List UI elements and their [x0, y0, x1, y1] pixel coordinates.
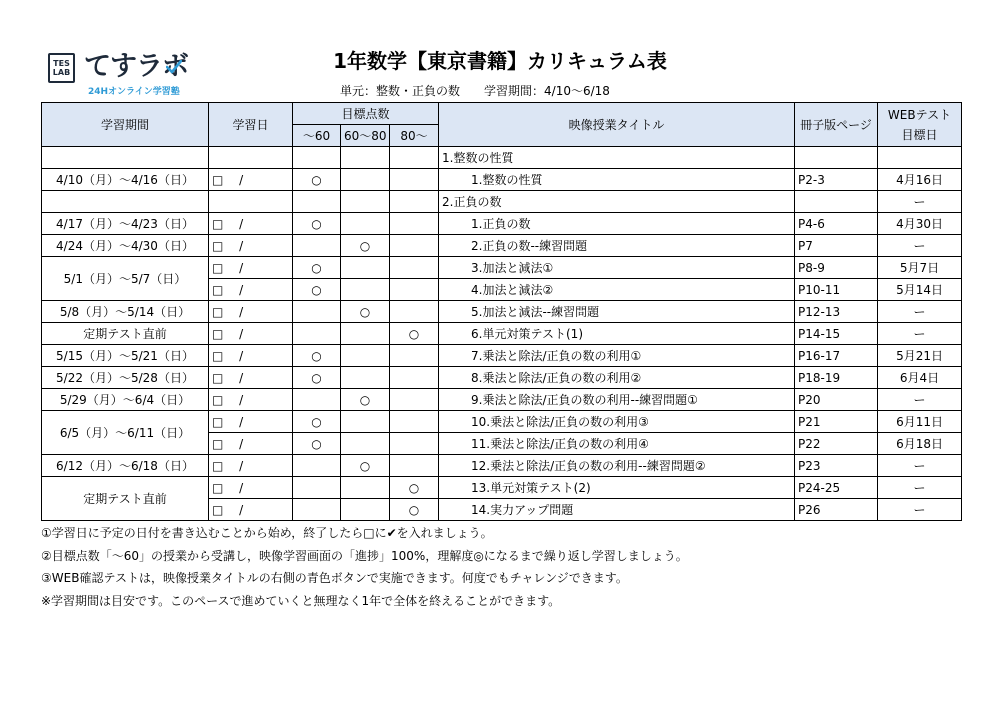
video-title-cell: 4.加法と減法② [439, 279, 795, 301]
page-cell: P24-25 [795, 477, 878, 499]
target-80-cell [390, 433, 439, 455]
target-80-cell [390, 191, 439, 213]
target-60-cell: ○ [293, 169, 341, 191]
table-row [42, 257, 962, 279]
video-title-cell: 2.正負の数 [439, 191, 795, 213]
target-80-cell [390, 301, 439, 323]
table-row [42, 213, 962, 235]
study-day-checkbox[interactable]: □ / [209, 477, 293, 499]
video-title-cell: 8.乗法と除法/正負の数の利用② [439, 367, 795, 389]
period-cell [42, 147, 209, 169]
period-cell: 6/12（月）〜6/18（日） [42, 455, 209, 477]
study-day-checkbox[interactable]: □ / [209, 257, 293, 279]
target-80-cell [390, 411, 439, 433]
video-title-cell: 13.単元対策テスト(2) [439, 477, 795, 499]
curriculum-table [41, 102, 962, 521]
header-target-80: 80〜 [390, 125, 439, 147]
web-test-date-cell: 6月18日 [878, 433, 962, 455]
target-60-80-cell [341, 213, 390, 235]
page-cell: P7 [795, 235, 878, 257]
target-60-cell [293, 499, 341, 521]
note-2: ②目標点数「〜60」の授業から受講し，映像学習画面の「進捗」100%，理解度◎になるまで繰り返し学習しましょう。 [41, 548, 688, 563]
period-label: 学習期間：4/10〜6/18 [484, 84, 610, 98]
web-test-date-cell: 4月16日 [878, 169, 962, 191]
study-day-checkbox[interactable]: □ / [209, 455, 293, 477]
curriculum-body [42, 147, 962, 521]
video-title-cell: 10.乗法と除法/正負の数の利用③ [439, 411, 795, 433]
target-60-80-cell: ○ [341, 455, 390, 477]
study-day-checkbox[interactable]: □ / [209, 367, 293, 389]
logo-box: TES LAB [48, 53, 75, 83]
header-study-day: 学習日 [209, 103, 293, 147]
study-day-checkbox[interactable]: □ / [209, 235, 293, 257]
target-80-cell [390, 147, 439, 169]
period-cell: 4/17（月）〜4/23（日） [42, 213, 209, 235]
page-cell: P12-13 [795, 301, 878, 323]
target-80-cell [390, 389, 439, 411]
target-60-80-cell [341, 433, 390, 455]
page-cell: P18-19 [795, 367, 878, 389]
header-video-title: 映像授業タイトル [439, 103, 795, 147]
page-cell: P8-9 [795, 257, 878, 279]
table-row [42, 323, 962, 345]
notes [41, 522, 688, 612]
study-day-checkbox[interactable]: □ / [209, 345, 293, 367]
web-test-date-cell: 5月14日 [878, 279, 962, 301]
web-test-date-cell [878, 147, 962, 169]
period-cell: 4/10（月）〜4/16（日） [42, 169, 209, 191]
table-row [42, 389, 962, 411]
target-60-cell: ○ [293, 279, 341, 301]
target-80-cell: ○ [390, 499, 439, 521]
web-test-date-cell: ー [878, 301, 962, 323]
target-60-cell [293, 235, 341, 257]
header-page: 冊子版ページ [795, 103, 878, 147]
note-4: ※学習期間は目安です。このペースで進めていくと無理なく1年で全体を終えることができます。 [41, 593, 561, 608]
web-test-date-cell: 5月7日 [878, 257, 962, 279]
video-title-cell: 1.整数の性質 [439, 147, 795, 169]
note-3: ③WEB確認テストは，映像授業タイトルの右側の青色ボタンで実施できます。何度でもチャレンジできます。 [41, 571, 628, 585]
target-60-cell [293, 455, 341, 477]
page-cell: P4-6 [795, 213, 878, 235]
web-test-date-cell: ー [878, 389, 962, 411]
web-test-date-cell: ー [878, 455, 962, 477]
study-day-checkbox[interactable]: □ / [209, 323, 293, 345]
study-day-checkbox[interactable]: □ / [209, 389, 293, 411]
period-cell: 5/15（月）〜5/21（日） [42, 345, 209, 367]
page-cell [795, 147, 878, 169]
target-60-80-cell: ○ [341, 389, 390, 411]
target-60-80-cell [341, 499, 390, 521]
web-test-date-cell: ー [878, 235, 962, 257]
target-80-cell [390, 213, 439, 235]
target-60-cell [293, 191, 341, 213]
table-row [42, 169, 962, 191]
study-day-checkbox[interactable]: □ / [209, 433, 293, 455]
unit-label: 単元：整数・正負の数 [340, 84, 461, 98]
video-title-cell: 3.加法と減法① [439, 257, 795, 279]
page-cell: P23 [795, 455, 878, 477]
target-60-cell [293, 301, 341, 323]
header-target: 目標点数 [293, 103, 439, 125]
video-title-cell: 2.正負の数--練習問題 [439, 235, 795, 257]
study-day-checkbox[interactable]: □ / [209, 301, 293, 323]
period-cell: 5/29（月）〜6/4（日） [42, 389, 209, 411]
page-cell: P2-3 [795, 169, 878, 191]
target-60-cell [293, 389, 341, 411]
period-cell: 定期テスト直前 [42, 323, 209, 345]
study-day-checkbox[interactable]: □ / [209, 169, 293, 191]
page-cell: P14-15 [795, 323, 878, 345]
study-day-checkbox[interactable] [209, 147, 293, 169]
target-60-80-cell [341, 191, 390, 213]
video-title-cell: 1.正負の数 [439, 213, 795, 235]
header-web-line2: 目標日 [901, 127, 938, 142]
page-cell: P26 [795, 499, 878, 521]
video-title-cell: 1.整数の性質 [439, 169, 795, 191]
period-cell: 5/1（月）〜5/7（日） [42, 257, 209, 301]
period-cell: 6/5（月）〜6/11（日） [42, 411, 209, 455]
target-60-cell: ○ [293, 367, 341, 389]
target-80-cell: ○ [390, 323, 439, 345]
page-cell: P21 [795, 411, 878, 433]
table-row [42, 477, 962, 499]
period-cell: 4/24（月）〜4/30（日） [42, 235, 209, 257]
table-row [42, 191, 962, 213]
page-cell: P20 [795, 389, 878, 411]
target-80-cell [390, 257, 439, 279]
page-cell: P22 [795, 433, 878, 455]
page-title: 1年数学【東京書籍】カリキュラム表 [333, 49, 667, 73]
video-title-cell: 5.加法と減法--練習問題 [439, 301, 795, 323]
target-60-80-cell [341, 411, 390, 433]
web-test-date-cell: 6月4日 [878, 367, 962, 389]
target-80-cell: ○ [390, 477, 439, 499]
checkmark-icon [166, 60, 182, 74]
target-60-cell [293, 323, 341, 345]
target-60-80-cell [341, 169, 390, 191]
table-row [42, 455, 962, 477]
logo-name: てすラボ [84, 51, 188, 82]
table-row [42, 301, 962, 323]
target-80-cell [390, 279, 439, 301]
target-60-80-cell [341, 367, 390, 389]
logo-subtitle: 24Hオンライン学習塾 [88, 87, 180, 97]
video-title-cell: 14.実力アップ問題 [439, 499, 795, 521]
teslab-logo [48, 50, 198, 100]
target-60-80-cell [341, 477, 390, 499]
header-period: 学習期間 [42, 103, 209, 147]
web-test-date-cell: ー [878, 477, 962, 499]
header-web-test [878, 103, 962, 147]
table-row [42, 235, 962, 257]
study-day-checkbox[interactable] [209, 191, 293, 213]
target-60-80-cell [341, 345, 390, 367]
web-test-date-cell: 6月11日 [878, 411, 962, 433]
note-1: ①学習日に予定の日付を書き込むことから始め，終了したら□に✔を入れましょう。 [41, 526, 493, 540]
page-subtitle [340, 82, 610, 99]
target-60-cell: ○ [293, 257, 341, 279]
video-title-cell: 9.乗法と除法/正負の数の利用--練習問題① [439, 389, 795, 411]
target-60-cell [293, 477, 341, 499]
target-60-80-cell [341, 323, 390, 345]
web-test-date-cell: ー [878, 323, 962, 345]
table-row [42, 367, 962, 389]
target-60-80-cell [341, 279, 390, 301]
study-day-checkbox[interactable]: □ / [209, 499, 293, 521]
web-test-date-cell: ー [878, 191, 962, 213]
target-60-80-cell: ○ [341, 301, 390, 323]
web-test-date-cell: 4月30日 [878, 213, 962, 235]
target-60-80-cell: ○ [341, 235, 390, 257]
study-day-checkbox[interactable]: □ / [209, 213, 293, 235]
web-test-date-cell: ー [878, 499, 962, 521]
period-cell: 5/8（月）〜5/14（日） [42, 301, 209, 323]
header-web-line1: WEBテスト [887, 107, 952, 122]
target-60-cell: ○ [293, 433, 341, 455]
header-target-60: 〜60 [293, 125, 341, 147]
target-60-80-cell [341, 147, 390, 169]
table-row [42, 147, 962, 169]
table-row [42, 345, 962, 367]
target-80-cell [390, 367, 439, 389]
video-title-cell: 7.乗法と除法/正負の数の利用① [439, 345, 795, 367]
video-title-cell: 12.乗法と除法/正負の数の利用--練習問題② [439, 455, 795, 477]
target-60-cell: ○ [293, 213, 341, 235]
target-80-cell [390, 455, 439, 477]
period-cell: 定期テスト直前 [42, 477, 209, 521]
target-80-cell [390, 345, 439, 367]
period-cell [42, 191, 209, 213]
page-cell: P10-11 [795, 279, 878, 301]
target-60-cell [293, 147, 341, 169]
header-target-60-80: 60〜80 [341, 125, 390, 147]
target-60-cell: ○ [293, 345, 341, 367]
video-title-cell: 11.乗法と除法/正負の数の利用④ [439, 433, 795, 455]
target-80-cell [390, 235, 439, 257]
table-row [42, 411, 962, 433]
study-day-checkbox[interactable]: □ / [209, 411, 293, 433]
target-60-80-cell [341, 257, 390, 279]
page-cell: P16-17 [795, 345, 878, 367]
page-cell [795, 191, 878, 213]
target-60-cell: ○ [293, 411, 341, 433]
target-80-cell [390, 169, 439, 191]
period-cell: 5/22（月）〜5/28（日） [42, 367, 209, 389]
study-day-checkbox[interactable]: □ / [209, 279, 293, 301]
video-title-cell: 6.単元対策テスト(1) [439, 323, 795, 345]
web-test-date-cell: 5月21日 [878, 345, 962, 367]
